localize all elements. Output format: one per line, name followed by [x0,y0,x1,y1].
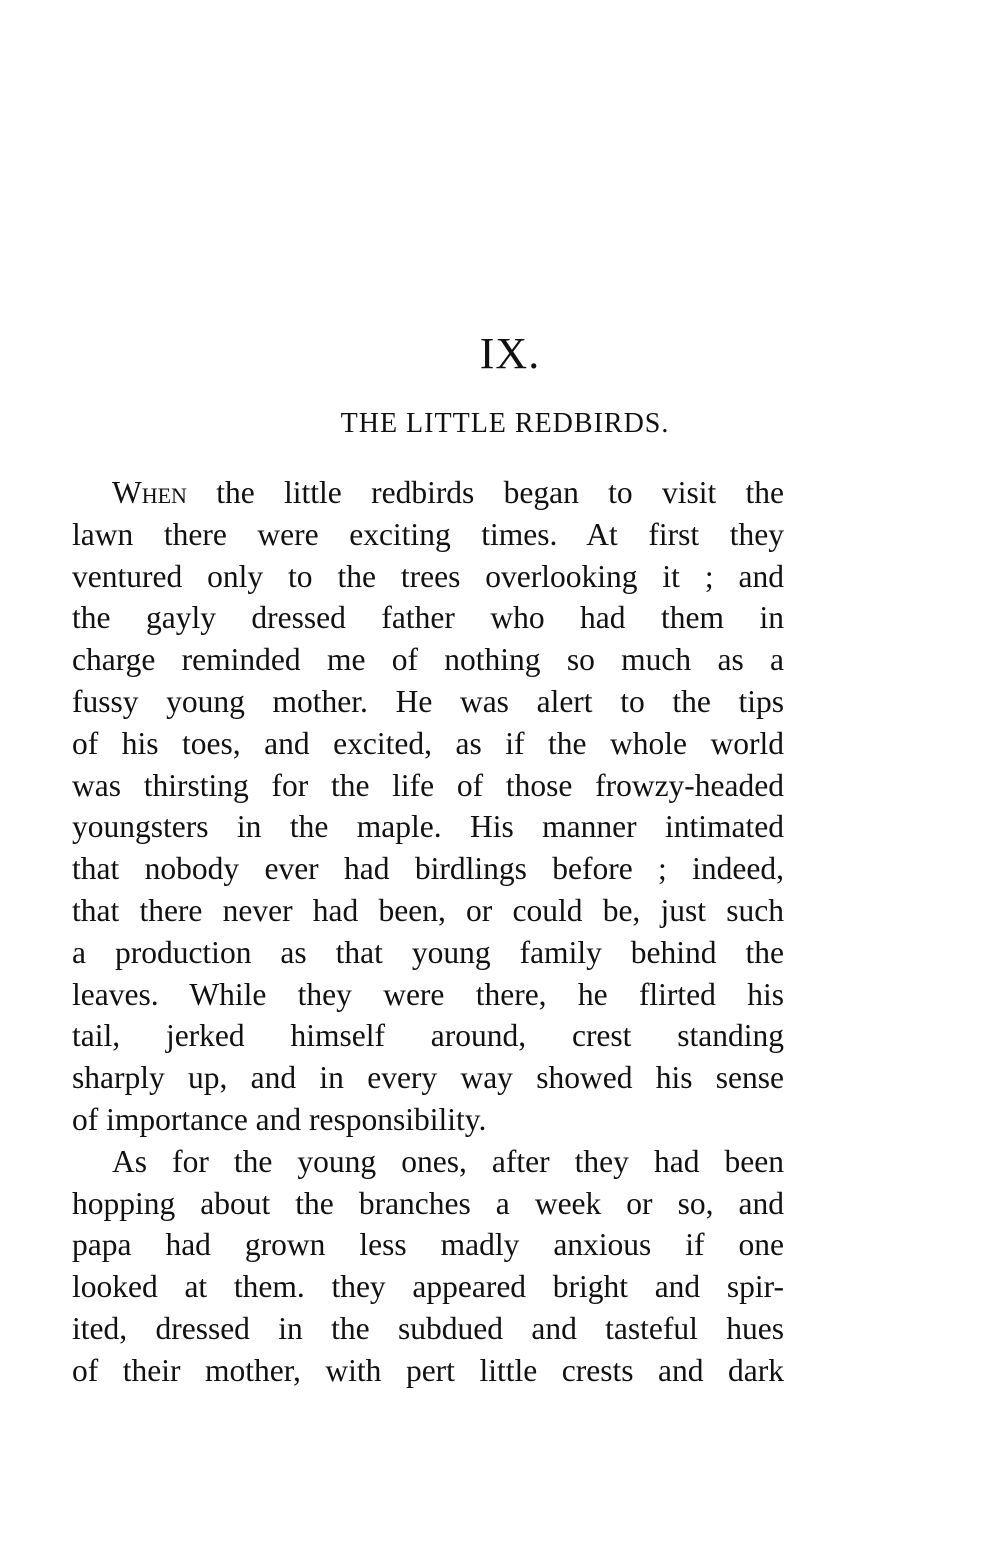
chapter-title: THE LITTLE REDBIRDS. [340,408,670,439]
line-text: the little redbirds began to visit the [186,475,784,510]
paragraph-1-line-4: the gayly dressed father who had them in [72,600,784,636]
paragraph-1-line-2: lawn there were exciting times. At first they [72,516,784,552]
paragraph-1-line-3: ventured only to the trees overlooking it ; and [72,558,784,594]
paragraph-1-line-6: fussy young mother. He was alert to the tips [72,683,784,719]
body-text [72,472,784,1392]
opening-word: When [112,475,187,510]
paragraph-1-line-7: of his toes, and excited, as if the whole world [72,725,784,761]
paragraph-1-line-13: leaves. While they were there, he flirted his [72,976,784,1012]
paragraph-1-line-15: sharply up, and in every way showed his sense [72,1060,784,1096]
paragraph-1-line-16: of importance and responsibility. [72,1101,487,1137]
paragraph-2-line-6: of their mother, with pert little crests and dark [72,1352,784,1388]
paragraph-1-line-10: that nobody ever had birdlings before ; indeed, [72,851,784,887]
paragraph-2-line-5: ited, dressed in the subdued and tasteful hues [72,1310,784,1346]
paragraph-1-line-14: tail, jerked himself around, crest standing [72,1018,784,1054]
paragraph-1-line-12: a production as that young family behind the [72,934,784,970]
paragraph-2-line-3: papa had grown less madly anxious if one [72,1227,784,1263]
paragraph-1-line-1 [72,472,784,514]
paragraph-2-line-4: looked at them. they appeared bright and spir- [72,1269,784,1305]
chapter-number: IX. [479,329,541,378]
paragraph-1-line-11: that there never had been, or could be, just such [72,892,784,928]
paragraph-1-line-9: youngsters in the maple. His manner intimated [72,809,784,845]
paragraph-1-line-5: charge reminded me of nothing so much as a [72,642,784,678]
paragraph-1-line-8: was thirsting for the life of those frowzy-headed [72,767,784,803]
paragraph-2-line-1: As for the young ones, after they had been [112,1143,784,1179]
paragraph-2-line-2: hopping about the branches a week or so, and [72,1185,784,1221]
